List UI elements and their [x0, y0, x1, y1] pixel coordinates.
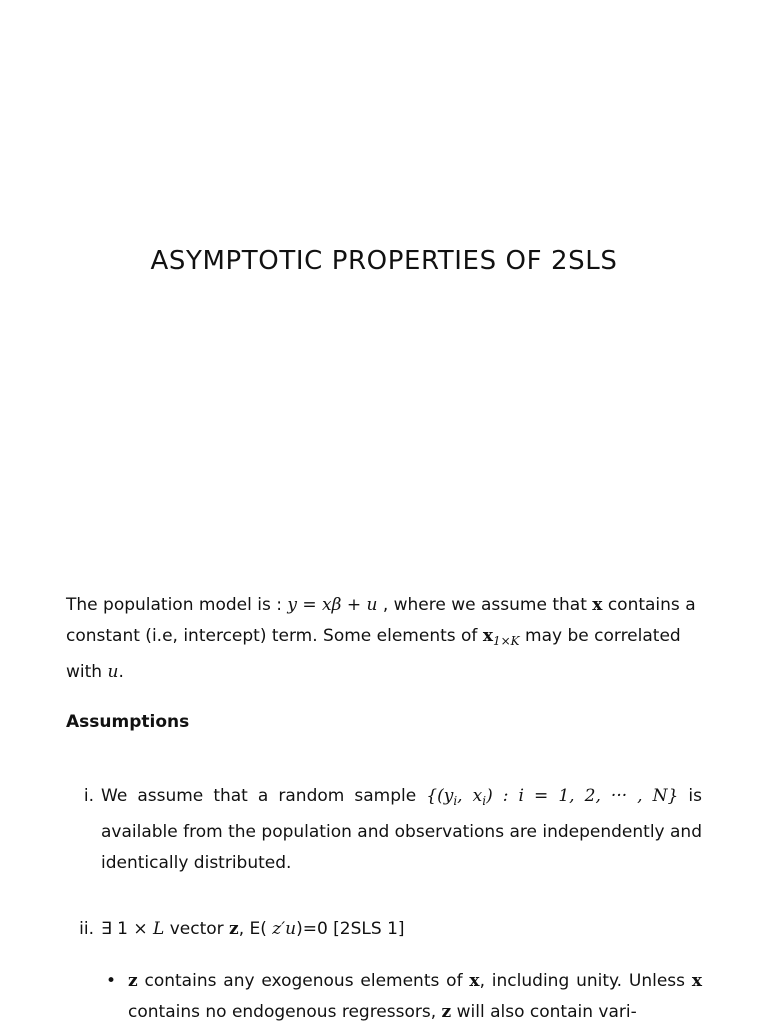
x-vector: x [469, 971, 480, 991]
z-vector: z [128, 971, 138, 991]
x-subscript: 1×K [492, 634, 520, 648]
item-text: We assume that a random sample [101, 786, 427, 806]
x-vector-2: x [691, 971, 702, 991]
intro-text-4: may be correlated with [66, 626, 681, 682]
item-text-3: , E( [238, 919, 273, 939]
intro-text-2: , where we assume that [377, 595, 593, 615]
item-marker: i. [83, 786, 94, 806]
assumption-item-1 [66, 781, 702, 879]
z-vector-2: z [441, 1002, 452, 1022]
item-text-2: is available from the population and observations are independently and identically distributed. [101, 786, 702, 873]
assumption-item-2 [66, 914, 702, 945]
bullet-dot: • [106, 971, 117, 991]
assumptions-heading: Assumptions [66, 712, 190, 732]
bullet-text-1: contains any exogenous elements of [137, 971, 470, 991]
item-marker: ii. [79, 919, 94, 939]
model-equation: y = xβ + u [287, 595, 378, 615]
bullet-text-3: contains no endogenous regressors, [128, 1002, 442, 1022]
sample-set: {($y_i$, $x_i$) : i = 1, 2, ··· , N} [426, 786, 679, 808]
x-vector-2: x [482, 626, 493, 646]
item-body [101, 781, 702, 879]
u-variable: u [107, 662, 119, 682]
bullet-text-4: will also contain vari- [451, 1002, 637, 1022]
item-text: ∃ 1 × [101, 919, 154, 939]
intro-text-5: . [118, 662, 124, 682]
item-text-4: )=0 [2SLS 1] [296, 919, 405, 939]
bullet-item [106, 966, 702, 1028]
intro-paragraph [66, 590, 702, 688]
page-title: ASYMPTOTIC PROPERTIES OF 2SLS [150, 246, 618, 276]
intro-text-3: contains a constant (i.e, intercept) term. Some elements of [66, 595, 696, 646]
item-text-2: vector [164, 919, 230, 939]
bullet-text-2: , including unity. Unless [479, 971, 692, 991]
zu-term: z′u [272, 919, 297, 939]
l-variable: L [153, 919, 165, 939]
bullet-body [128, 966, 702, 1028]
x-vector: x [592, 595, 603, 615]
item-body [101, 914, 702, 945]
z-vector: z [229, 919, 239, 939]
intro-text-1: The population model is : [66, 595, 288, 615]
